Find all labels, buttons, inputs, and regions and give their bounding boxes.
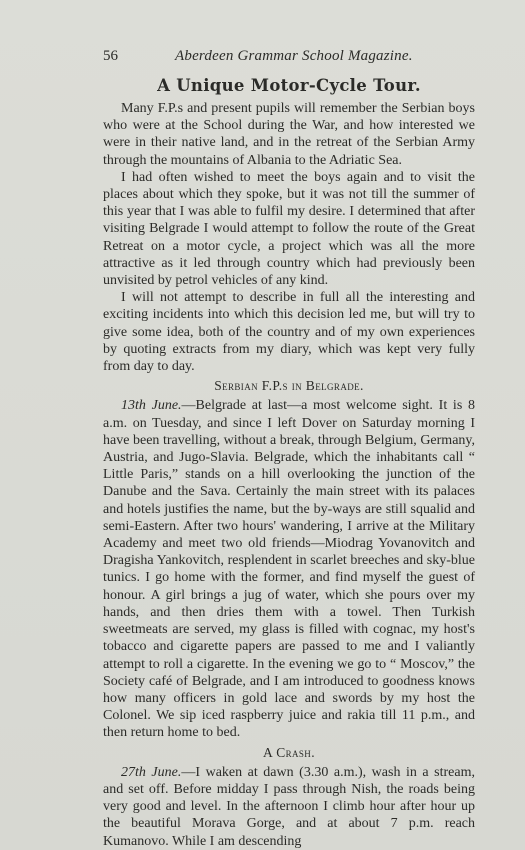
diary-text: —I waken at dawn (3.30 a.m.), wash in a stream, and set off. Before midday I pass through Nish, the roads being very good and level. In the afternoon I climb hour after hour up the beautiful Morava Gorge, and at about 7 p.m. reach Kumanovo. While I am descending [103, 764, 476, 849]
section-heading: Serbian F.P.s in Belgrade. [214, 378, 364, 394]
page-number: 56 [103, 48, 118, 64]
paragraph: Many F.P.s and present pupils will remember the Serbian boys who were at the School during the War, and how interested we were in their native land, and in the retreat of the Serbian Army through the mountains of Albania to the Adriatic Sea. [103, 101, 475, 168]
running-header [103, 46, 473, 68]
diary-date: 13th June. [121, 398, 182, 414]
paragraph: I will not attempt to describe in full all the interesting and exciting incidents into which this decision led me, but will try to give some idea, both of the country and of my own experiences by quoting extracts from my diary, which was kept very fully from day to day. [103, 290, 475, 375]
magazine-title: Aberdeen Grammar School Magazine. [175, 48, 413, 64]
diary-entry [103, 397, 475, 741]
diary-entry [103, 764, 475, 850]
diary-text: —Belgrade at last—a most welcome sight. It is 8 a.m. on Tuesday, and since I left Dover on Saturday morning I have been travelling, without a break, through Belgium, Germany, Austria, and Jugo-Slavia. Belgrade, which the inhabitants call “ Little Paris,” stands on a hill overlooking the junction of the Danube and the Sava. Certainly the main street with its palaces and hotels justifies the name, but the by-ways are still squalid and semi-Eastern. After two hours' wandering, I arrive at the Military Academy and meet two old friends—Miodrag Yovanovitch and Dragisha Yankovitch, resplendent in scarlet breeches and sky-blue tunics. I go home with the former, and find myself the guest of honour. A girl brings a jug of water, which she pours over my hands, and then dries them with a towel. Then Turkish sweetmeats are served, my glass is filled with cognac, my host's tobacco and cigarette papers are passed to me and I valiantly attempt to roll a cigarette. In the evening we go to “ Moscov,” the Society café of Belgrade, and I am introduced to goodness knows how many officers in gold lace and swords by my host the Colonel. We sip iced raspberry juice and rakia till 11 p.m., and then return home to bed. [103, 398, 475, 741]
diary-date: 27th June. [121, 764, 182, 780]
section-heading: A Crash. [263, 744, 315, 760]
article-body [103, 100, 475, 850]
article-title: A Unique Motor-Cycle Tour. [157, 76, 421, 95]
paragraph: I had often wished to meet the boys again and to visit the places about which they spoke, but it was not till the summer of this year that I was able to fulfil my desire. I determined that after visiting Belgrade I would attempt to follow the route of the Great Retreat on a motor cycle, a project which was all the more attractive as it led through country which had previously been unvisited by petrol vehicles of any kind. [103, 169, 475, 289]
